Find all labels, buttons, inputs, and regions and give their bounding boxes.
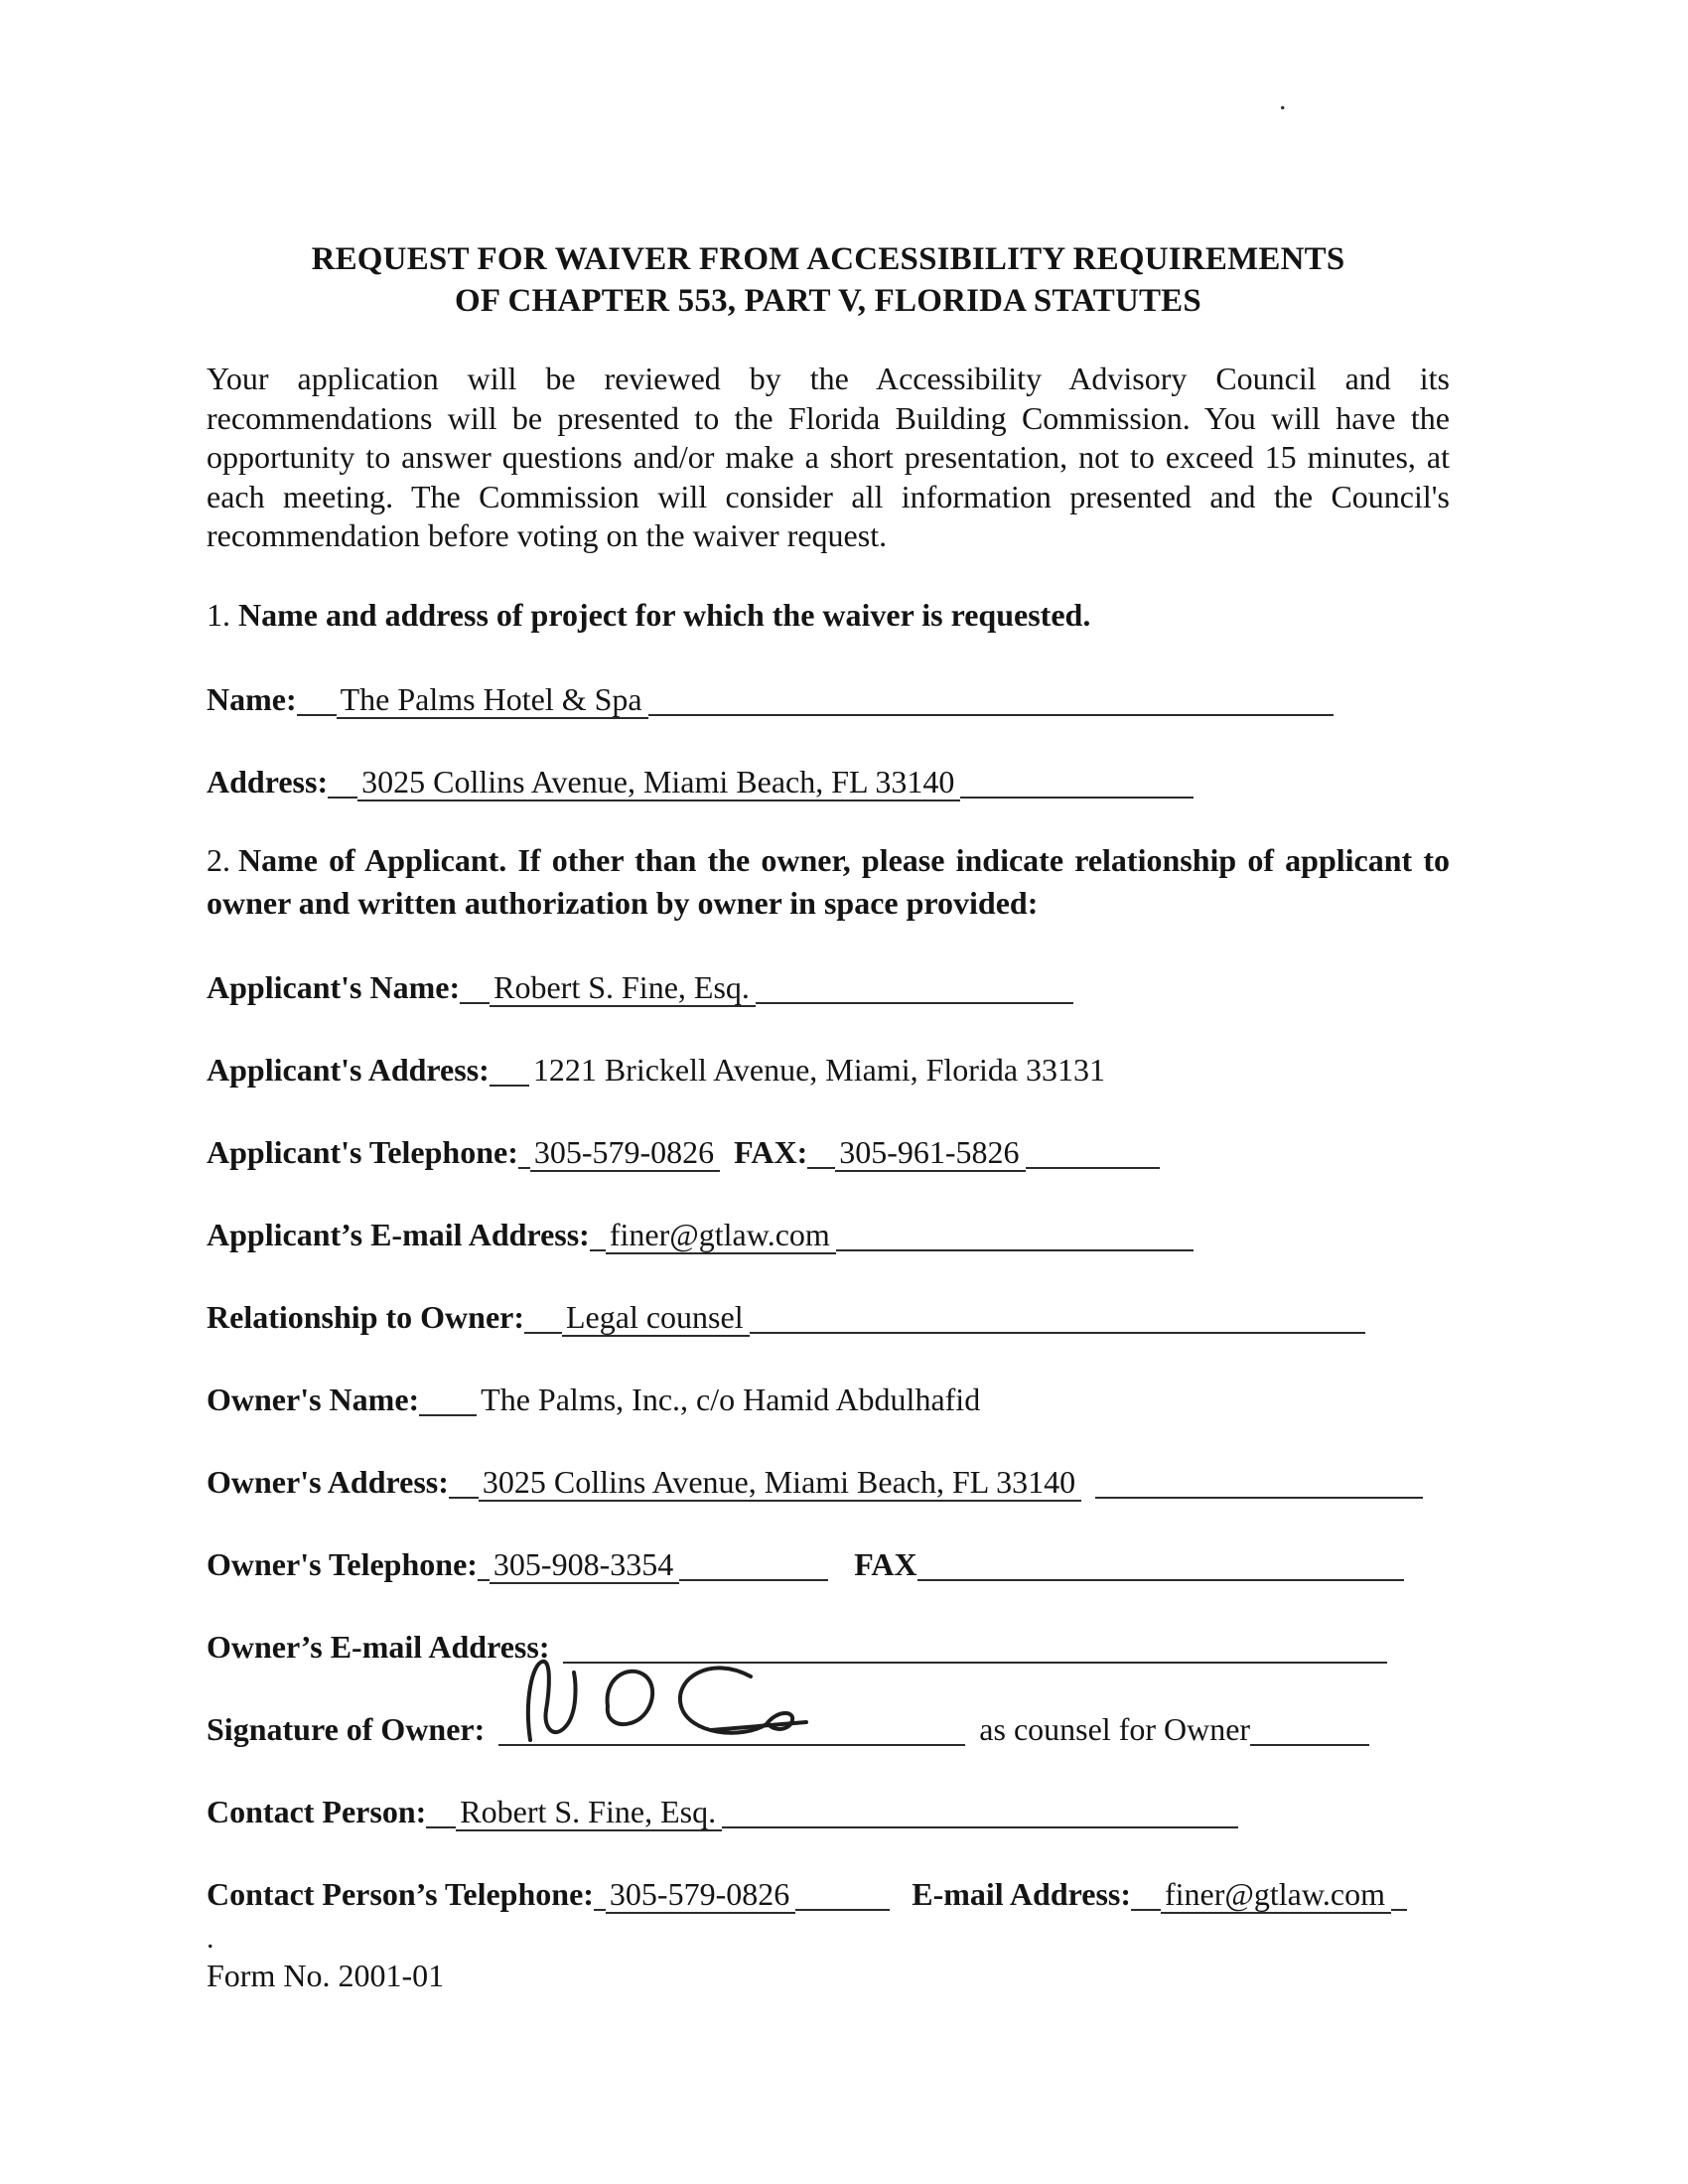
stray-period: . xyxy=(207,1921,214,1955)
field-signature-of-owner xyxy=(207,1706,1450,1749)
applicant-fax-label: FAX: xyxy=(734,1133,808,1170)
blank-line xyxy=(807,1135,835,1169)
signature-label: Signature of Owner: xyxy=(207,1710,486,1747)
relationship-label: Relationship to Owner: xyxy=(207,1298,524,1335)
blank-line xyxy=(449,1465,479,1499)
blank-line xyxy=(836,1218,1194,1251)
applicant-fax-value: 305-961-5826 xyxy=(835,1134,1025,1172)
blank-line xyxy=(917,1547,1404,1581)
blank-line xyxy=(524,1300,562,1334)
field-applicant-telephone xyxy=(207,1129,1450,1172)
section-2-heading xyxy=(207,839,1450,925)
blank-line xyxy=(460,970,490,1004)
owner-signature xyxy=(516,1649,943,1748)
intro-paragraph: Your application will be reviewed by the Accessibility Advisory Council and its recommendations will be presented to the Florida Building Commission. You will have the opportunity to answer questions and/or make a short presentation, not to exceed 15 minutes, at each meeting. The Commission will consider all information presented and the Council's recommendation before voting on the waiver request. xyxy=(207,361,1450,553)
blank-line xyxy=(1026,1135,1160,1169)
applicant-name-label: Applicant's Name: xyxy=(207,968,461,1005)
scan-artifact-dot: . xyxy=(1279,83,1287,116)
blank-line xyxy=(750,1300,1365,1334)
project-name-value: The Palms Hotel & Spa xyxy=(337,681,648,719)
blank-line xyxy=(297,682,337,716)
blank-line xyxy=(426,1795,456,1828)
section-1-title: Name and address of project for which the waiver is requested. xyxy=(238,596,1091,633)
applicant-telephone-label: Applicant's Telephone: xyxy=(207,1133,518,1170)
blank-line xyxy=(490,1053,529,1087)
applicant-email-value: finer@gtlaw.com xyxy=(606,1217,836,1254)
project-address-label: Address: xyxy=(207,763,329,800)
project-name-label: Name: xyxy=(207,680,297,717)
project-address-value: 3025 Collins Avenue, Miami Beach, FL 33140 xyxy=(357,764,960,801)
contact-email-label: E-mail Address: xyxy=(912,1875,1131,1912)
applicant-telephone-value: 305-579-0826 xyxy=(530,1134,720,1172)
field-contact-person xyxy=(207,1789,1450,1831)
applicant-address-label: Applicant's Address: xyxy=(207,1051,490,1088)
section-1-heading xyxy=(207,594,1450,637)
field-contact-telephone xyxy=(207,1871,1450,1914)
owner-email-label: Owner’s E-mail Address: xyxy=(207,1628,550,1665)
section-2-number: 2. xyxy=(207,841,230,878)
owner-address-label: Owner's Address: xyxy=(207,1463,449,1500)
blank-line xyxy=(594,1877,606,1911)
owner-telephone-label: Owner's Telephone: xyxy=(207,1545,478,1582)
title-line-1: REQUEST FOR WAIVER FROM ACCESSIBILITY REQUIREMENTS xyxy=(311,241,1345,277)
signature-suffix: as counsel for Owner xyxy=(979,1710,1251,1747)
document-content xyxy=(207,238,1450,1994)
applicant-name-value: Robert S. Fine, Esq. xyxy=(490,969,756,1007)
blank-line xyxy=(722,1795,1238,1828)
field-owner-telephone xyxy=(207,1541,1450,1584)
blank-line xyxy=(679,1547,828,1581)
field-relationship-to-owner xyxy=(207,1294,1450,1337)
contact-email-value: finer@gtlaw.com xyxy=(1161,1876,1391,1914)
section-2-title: Name of Applicant. If other than the owner, please indicate relationship of applicant to owner and written authorization by owner in space provided: xyxy=(207,841,1450,921)
applicant-address-value: 1221 Brickell Avenue, Miami, Florida 33131 xyxy=(532,1051,1106,1088)
blank-line xyxy=(795,1877,890,1911)
blank-line xyxy=(518,1135,530,1169)
signature-line xyxy=(498,1712,965,1746)
blank-line xyxy=(1131,1877,1161,1911)
contact-telephone-label: Contact Person’s Telephone: xyxy=(207,1875,594,1912)
owner-name-value: The Palms, Inc., c/o Hamid Abdulhafid xyxy=(481,1381,981,1417)
blank-line xyxy=(1250,1712,1369,1746)
blank-line xyxy=(1391,1877,1407,1911)
blank-line xyxy=(590,1218,606,1251)
form-number: Form No. 2001-01 xyxy=(207,1957,445,1993)
document-title xyxy=(207,238,1450,322)
field-owner-address xyxy=(207,1459,1450,1502)
field-project-address xyxy=(207,759,1450,801)
field-applicant-email xyxy=(207,1212,1450,1254)
blank-line xyxy=(478,1547,490,1581)
field-applicant-name xyxy=(207,964,1450,1007)
contact-person-label: Contact Person: xyxy=(207,1793,427,1829)
blank-line xyxy=(960,765,1194,799)
applicant-email-label: Applicant’s E-mail Address: xyxy=(207,1216,590,1252)
contact-person-value: Robert S. Fine, Esq. xyxy=(456,1794,722,1831)
title-line-2: OF CHAPTER 553, PART V, FLORIDA STATUTES xyxy=(455,283,1201,319)
owner-telephone-value: 305-908-3354 xyxy=(490,1546,679,1584)
owner-name-label: Owner's Name: xyxy=(207,1381,420,1417)
blank-line xyxy=(328,765,357,799)
field-project-name xyxy=(207,676,1450,719)
owner-fax-label: FAX xyxy=(854,1545,917,1582)
blank-line xyxy=(1095,1465,1423,1499)
contact-telephone-value: 305-579-0826 xyxy=(606,1876,795,1914)
field-applicant-address xyxy=(207,1047,1450,1090)
section-1-number: 1. xyxy=(207,596,230,633)
relationship-value: Legal counsel xyxy=(562,1299,750,1337)
blank-line xyxy=(419,1383,477,1416)
blank-line xyxy=(756,970,1073,1004)
field-owner-name xyxy=(207,1377,1450,1419)
blank-line xyxy=(648,682,1334,716)
owner-address-value: 3025 Collins Avenue, Miami Beach, FL 33140 xyxy=(479,1464,1081,1502)
